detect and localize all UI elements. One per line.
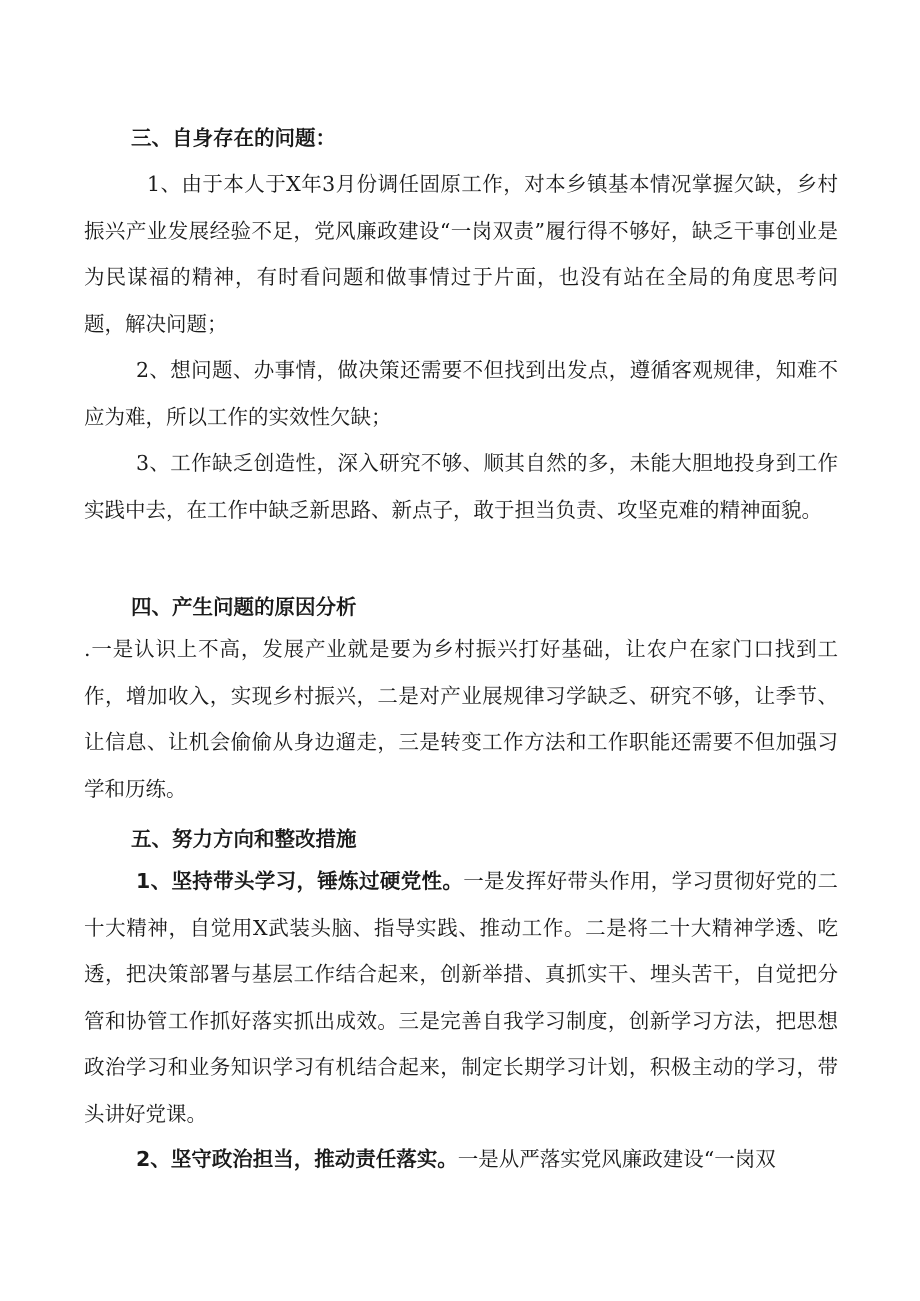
measure-item-1-lead: 1、坚持带头学习，锤炼过硬党性。 [136, 869, 464, 893]
measure-item-2 [84, 1136, 838, 1183]
problem-item-3: 3、工作缺乏创造性，深入研究不够、顺其自然的多，未能大胆地投身到工作实践中去，在工作中缺乏新思路、新点子，敢于担当负责、攻坚克难的精神面貌。 [84, 451, 838, 522]
measure-item-1 [84, 858, 838, 1137]
problem-item-2: 2、想问题、办事情，做决策还需要不但找到出发点，遵循客观规律，知难不应为难，所以工作的实效性欠缺； [84, 358, 838, 429]
measure-item-1-body: 一是发挥好带头作用，学习贯彻好党的二十大精神，自觉用X武装头脑、指导实践、推动工作。二是将二十大精神学透、吃透，把决策部署与基层工作结合起来，创新举措、真抓实干、埋头苦干，自觉把分管和协管工作抓好落实抓出成效。三是完善自我学习制度，创新学习方法，把思想政治学习和业务知识学习有机结合起来，制定长期学习计划，积极主动的学习，带头讲好党课。 [84, 869, 839, 1126]
cause-analysis-paragraph: .一是认识上不高，发展产业就是要为乡村振兴打好基础，让农户在家门口找到工作，增加收入，实现乡村振兴，二是对产业展规律习学缺乏、研究不够，让季节、让信息、让机会偷偷从身边遛走，三是转变工作方法和工作职能还需要不但加强习学和历练。 [84, 637, 838, 801]
measure-item-2-body: 一是从严落实党风廉政建设“一岗双 [457, 1147, 776, 1171]
section-heading-measures: 五、努力方向和整改措施 [131, 827, 357, 851]
problem-item-1: 1、由于本人于X年3月份调任固原工作，对本乡镇基本情况掌握欠缺，乡村振兴产业发展经验不足，党风廉政建设“一岗双责”履行得不够好，缺乏干事创业是为民谋福的精神，有时看问题和做事情过于片面，也没有站在全局的角度思考问题，解决问题； [84, 172, 838, 336]
measure-item-2-lead: 2、坚守政治担当，推动责任落实。 [136, 1147, 458, 1171]
section-heading-causes: 四、产生问题的原因分析 [131, 595, 357, 619]
section-heading-problems: 三、自身存在的问题： [131, 126, 336, 150]
